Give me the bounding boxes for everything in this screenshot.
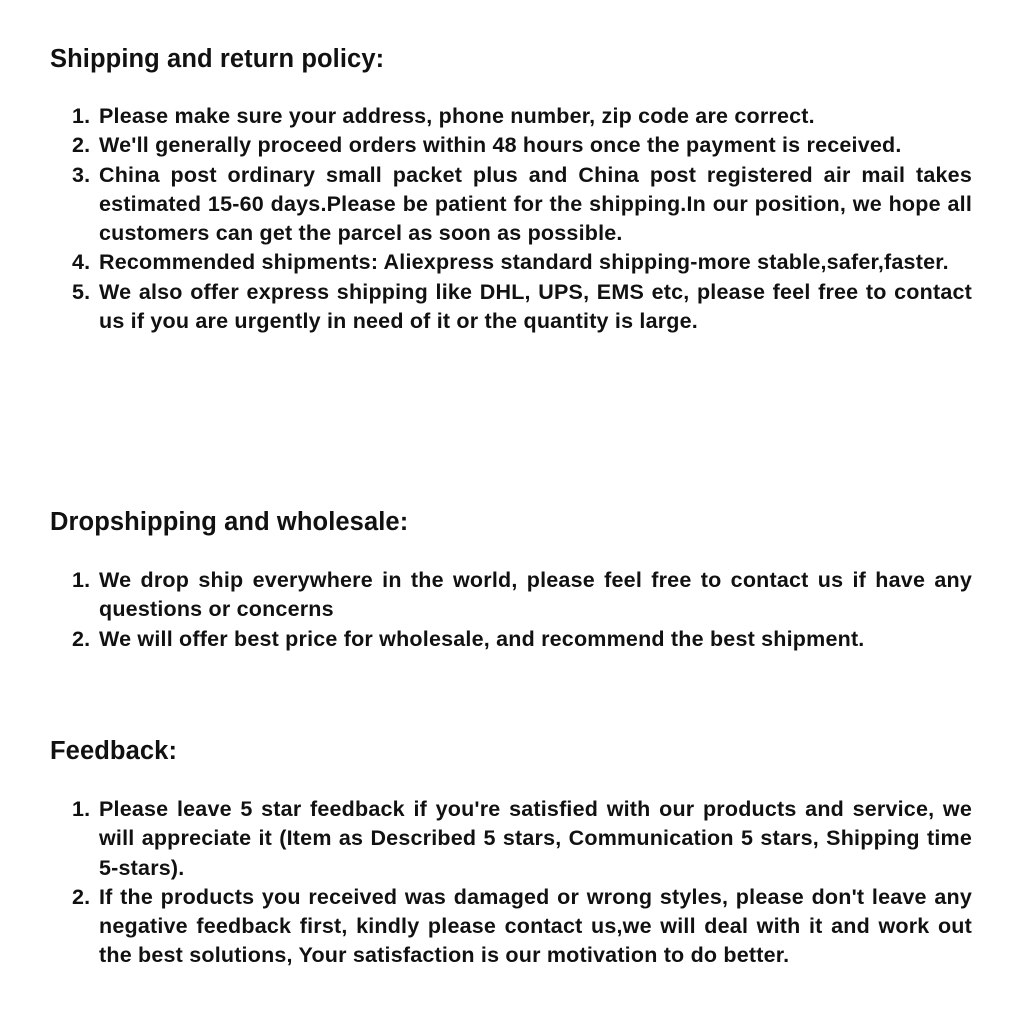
dropshipping-wholesale-list: [50, 566, 972, 654]
list-item-number: 2.: [72, 626, 91, 651]
list-item-text: We will offer best price for wholesale, and recommend the best shipment.: [99, 626, 865, 651]
list-item: [50, 883, 972, 971]
list-item: [50, 131, 972, 160]
list-item: [50, 248, 972, 277]
list-item: [50, 102, 972, 131]
list-item-text: Please make sure your address, phone number, zip code are correct.: [99, 104, 815, 128]
list-item-text: We also offer express shipping like DHL, UPS, EMS etc, please feel free to contact us if you are urgently in need of it or the quantity is large.: [99, 279, 972, 334]
list-item-text: If the products you received was damaged or wrong styles, please don't leave any negative feedback first, kindly please contact us,we will deal with it and work out the best solutions, Your satisfaction is our motivation to do better.: [99, 884, 972, 968]
list-item-number: 1.: [72, 568, 91, 592]
shipping-return-heading: Shipping and return policy:: [50, 45, 385, 73]
feedback-list: [50, 795, 972, 971]
shipping-return-section: [50, 44, 972, 336]
list-item: [50, 625, 972, 654]
list-item-text: We'll generally proceed orders within 48 hours once the payment is received.: [99, 133, 902, 158]
list-item-text: Please leave 5 star feedback if you're satisfied with our products and service, we will appreciate it (Item as Described 5 stars, Communication 5 stars, Shipping time 5-stars).: [99, 797, 972, 880]
list-item-number: 1.: [72, 104, 91, 128]
dropshipping-wholesale-section: [50, 507, 972, 654]
list-item-text: China post ordinary small packet plus and China post registered air mail takes estimated 15-60 days.Please be patient for the shipping.In our position, we hope all customers can get the parcel as soon as possible.: [99, 162, 972, 246]
list-item: [50, 566, 972, 625]
list-item-number: 2.: [72, 133, 91, 158]
list-item-text: We drop ship everywhere in the world, please feel free to contact us if have any questions or concerns: [99, 568, 972, 622]
dropshipping-wholesale-heading: Dropshipping and wholesale:: [50, 508, 409, 536]
feedback-heading: Feedback:: [50, 737, 178, 765]
list-item-number: 5.: [72, 279, 91, 304]
feedback-section: [50, 736, 972, 971]
list-item-text: Recommended shipments: Aliexpress standard shipping-more stable,safer,faster.: [99, 250, 949, 275]
list-item-number: 4.: [72, 250, 91, 275]
list-item: [50, 795, 972, 883]
list-item: [50, 278, 972, 337]
shipping-return-list: [50, 102, 972, 336]
list-item-number: 2.: [72, 884, 91, 909]
list-item-number: 1.: [72, 797, 91, 821]
list-item-number: 3.: [72, 162, 91, 187]
list-item: [50, 161, 972, 249]
